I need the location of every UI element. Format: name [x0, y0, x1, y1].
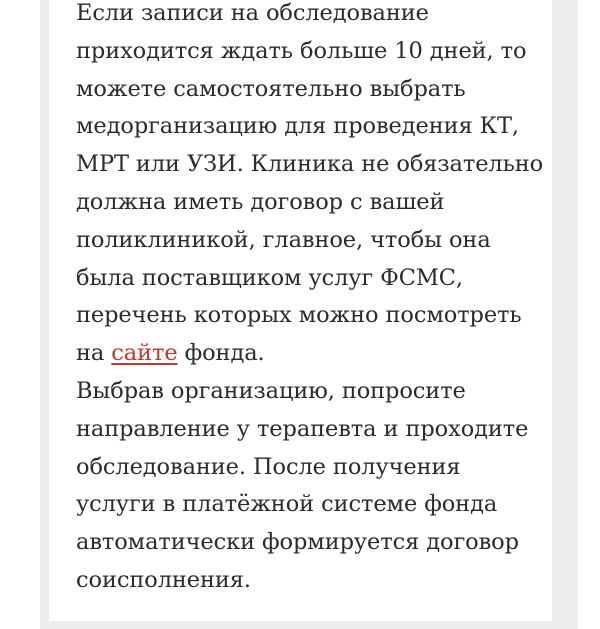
article-body [76, 0, 546, 600]
paragraph-1-text-end: фонда. [177, 340, 265, 367]
article-paragraph-1 [76, 0, 546, 373]
article-paragraph-2: Выбрав организацию, попросите направление у терапевта и проходите обследование. После получения услуги в платёжной системе фонда автоматически формируется договор соисполнения. [76, 377, 529, 593]
fund-website-link[interactable]: сайте [111, 340, 178, 367]
paragraph-1-text: Если записи на обследование приходится ждать больше 10 дней, то можете самостоятельно выбрать медорганизацию для проведения КТ, МРТ или УЗИ. Клиника не обязательно должна иметь договор с вашей поликлиникой, главное, чтобы она была поставщиком услуг ФСМС, перечень которых можно посмотреть на [76, 0, 544, 367]
